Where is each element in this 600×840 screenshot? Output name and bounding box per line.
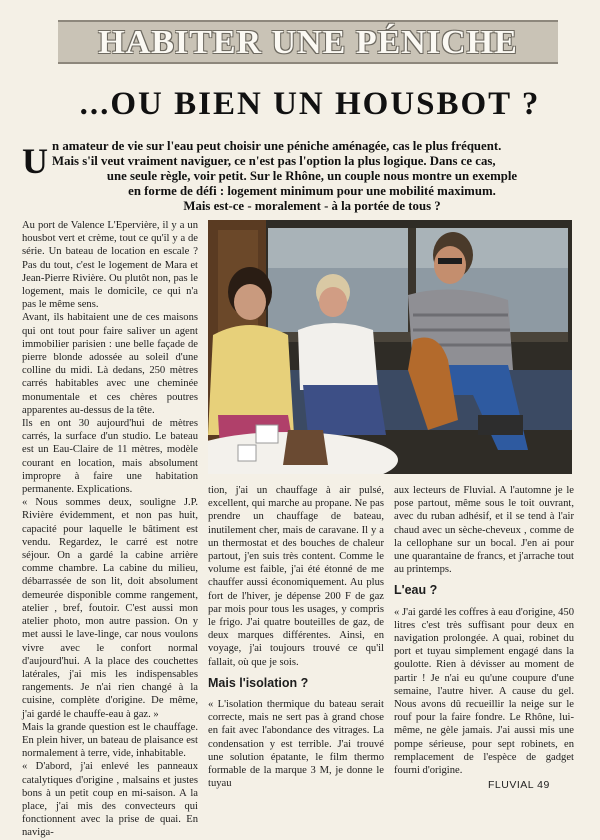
lead-line: en forme de défi : logement minimum pour une mobilité maximum. bbox=[128, 184, 496, 198]
paragraph: aux lecteurs de Fluvial. A l'automne je le pose partout, même sous le toit ouvrant, avec du ruban adhésif, et il se tend à l'air chaud avec un sèche-cheveux , comme de la cellophane sur un bocal. J'en ai pour une quarantaine de francs, et j'arrache tout au printemps. bbox=[394, 485, 574, 576]
paragraph: Ils en ont 30 aujourd'hui de mètres carrés, la surface d'un studio. Le bateau est un Eau-Claire de 11 mètres, modèle courant en location, mais absolument impropre à faire une habitation permanente. Explications. bbox=[22, 418, 198, 496]
lead-line: Mais s'il veut vraiment naviguer, ce n'est pas l'option la plus logique. Dans ce cas, bbox=[52, 154, 496, 168]
section-banner bbox=[58, 20, 558, 64]
section-title: HABITER UNE PÉNICHE bbox=[98, 24, 518, 61]
lead-line: une seule règle, voir petit. Sur le Rhône, un couple nous montre un exemple bbox=[106, 169, 518, 183]
text-column-3 bbox=[394, 484, 574, 777]
subheading: Mais l'isolation ? bbox=[208, 675, 309, 690]
article-headline: ...OU BIEN UN HOUSBOT ? bbox=[79, 86, 541, 122]
paragraph: Mais la grande question est le chauffage. En plein hiver, un bateau de plaisance est normalement à terre, vide, inhabitable. bbox=[22, 721, 198, 760]
text-column-1 bbox=[22, 219, 198, 840]
text-column-2 bbox=[208, 484, 384, 790]
photo-illustration bbox=[208, 220, 572, 474]
article-lead bbox=[52, 139, 572, 214]
paragraph: Avant, ils habitaient une de ces maisons qui ont tout pour faire saliver un agent immobilier parisien : une belle façade de pierre blonde adossée au soleil d'une colline du midi. Là dedans, 250 mètres carrés habitables avec une cheminée monumentale et ces chères poutres apparentes au-dessus de la tête. bbox=[22, 312, 198, 416]
paragraph: « J'ai gardé les coffres à eau d'origine, 450 litres c'est très suffisant pour deux en navigation prolongée. A quai, robinet du port et tuyau simplement engagé dans la goulotte. Rien à dévisser au moment de partir ! Je n'ai eu qu'une coupure d'une semaine, l'autre hiver. A cause du gel. Nous avons dû recueillir la neige sur le rouf pour la faire fondre. Le Rhône, lui-même, ne gèle jamais. J'ai aussi mis une pompe sérieuse, pour sept robinets, en remplacement de l'espèce de gadget fourni d'origine. bbox=[394, 606, 574, 777]
paragraph: « L'isolation thermique du bateau serait correcte, mais ne sert pas à grand chose en fait avec l'abondance des vitrages. La condensation y est terrible. J'ai trouvé une solution épatante, le film thermo formable de la marque 3 M, je donne le tuyau bbox=[208, 699, 384, 790]
lead-line: n amateur de vie sur l'eau peut choisir une péniche aménagée, cas le plus fréquent. bbox=[52, 139, 502, 153]
paragraph: « Nous sommes deux, souligne J.P. Rivière évidemment, et non pas huit, capacité pour laquelle le bâtiment est vendu. Regardez, le carré est notre séjour. On a gardé la cabine arrière comme chambre. La cabine du milieu, débarrassée de son lit, doit absolument demeurée disponible comme rangement, atelier , bref, foutoir. C'est aussi mon atelier photo, mon autre passion. On y met aussi le lave-linge, car nous voulons vivre avec le confort normal d'aujourd'hui. A la place des couchettes latérales, j'ai mis les indispensables rangements. Je n'ai rien changé à la cuisine, complète d'origine. De même, j'ai gardé le chauffe-eau à gaz. » bbox=[22, 497, 198, 720]
subheading: L'eau ? bbox=[394, 583, 438, 598]
paragraph: tion, j'ai un chauffage à air pulsé, excellent, qui marche au propane. Ne pas prendre un chauffage de bateau, inutilement cher, mais de caravane. Il y a un thermostat et des bouches de chaleur partout, j'en suis très content. Comme le volume est faible, j'ai été étonné de me chauffer aussi économiquement. Au plus fort de l'hiver, je dépense 200 F de gaz par mois pour tous les usages, y compris le frigo. J'ai quatre bouteilles de gaz, de deux marques différentes. Ainsi, en voyage, j'ai toujours trouvé ce qu'il fallait, où que je sois. bbox=[208, 485, 384, 668]
paragraph: « D'abord, j'ai enlevé les panneaux catalytiques d'origine , malsains et justes bons à un petit coup en mi-saison. A la place, j'ai mis des convecteurs qui fonctionnent avec la prise de quai. En naviga- bbox=[22, 761, 198, 839]
lead-line: Mais est-ce - moralement - à la portée de tous ? bbox=[183, 199, 441, 213]
drop-cap: U bbox=[22, 141, 48, 181]
article-photo bbox=[208, 220, 572, 474]
paragraph: Au port de Valence L'Epervière, il y a un housbot vert et crème, tout ce qu'il y a de série. Un bateau de location en escale ? Pas du tout, c'est le logement de Mara et Jean-Pierre Rivière. Ou plutôt non, pas le logement, mais le domicile, ce qui n'a pas le même sens. bbox=[22, 220, 198, 311]
page-footer: FLUVIAL 49 bbox=[488, 779, 550, 791]
